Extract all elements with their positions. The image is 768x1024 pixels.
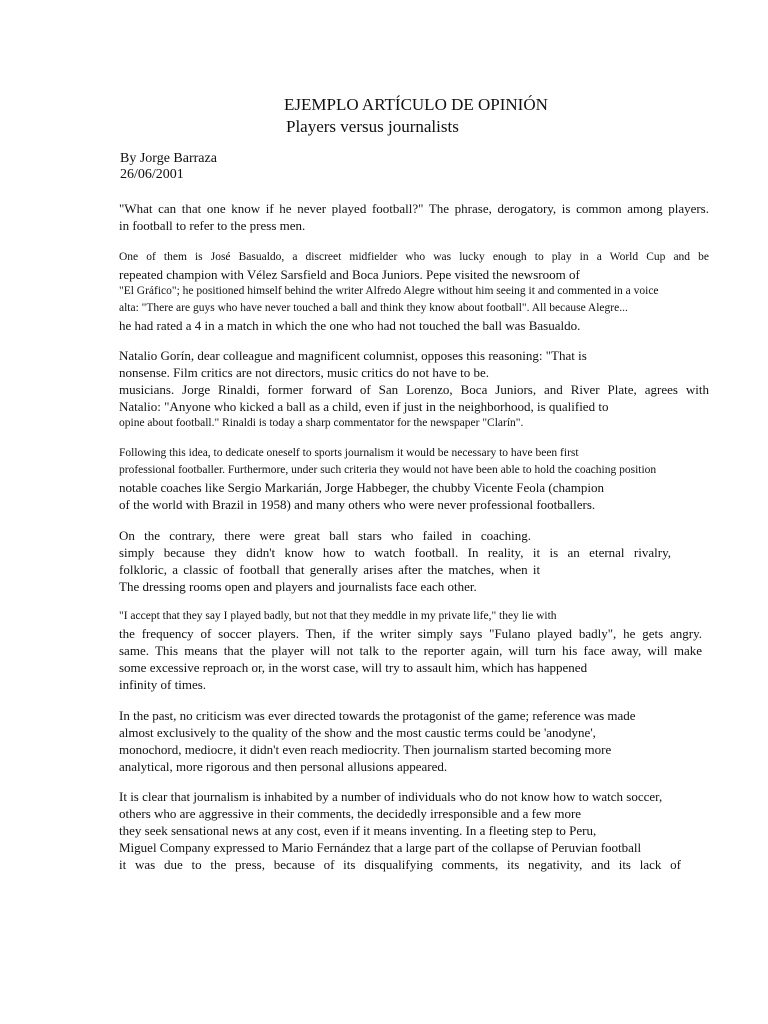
- text-line: they seek sensational news at any cost, even if it means inventing. In a fleeting step to Peru,: [119, 823, 597, 838]
- paragraph-3: [119, 347, 709, 432]
- date-line: 26/06/2001: [120, 167, 184, 182]
- text-line: "I accept that they say I played badly, but not that they meddle in my private life," they lie with: [119, 610, 557, 622]
- text-line: "What can that one know if he never played football?" The phrase, derogatory, is common among players.: [119, 201, 709, 216]
- text-line: On the contrary, there were great ball stars who failed in coaching.: [119, 528, 532, 543]
- text-line: in football to refer to the press men.: [119, 218, 306, 233]
- text-line: In the past, no criticism was ever directed towards the protagonist of the game; reference was made: [119, 708, 636, 723]
- paragraph-4: [119, 445, 709, 513]
- byline: [120, 151, 217, 183]
- text-line: One of them is José Basualdo, a discreet midfielder who was lucky enough to play in a World Cup and be: [119, 251, 709, 263]
- text-line: infinity of times.: [119, 677, 207, 692]
- text-line: others who are aggressive in their comments, the decidedly irresponsible and a few more: [119, 806, 582, 821]
- text-line: alta: "There are guys who have never touched a ball and think they know about football". All because Alegre...: [119, 302, 628, 314]
- text-line: nonsense. Film critics are not directors, music critics do not have to be.: [119, 365, 490, 380]
- paragraph-7: [119, 707, 709, 775]
- paragraph-1: [119, 200, 709, 234]
- text-line: it was due to the press, because of its disqualifying comments, its negativity, and its lack of: [119, 857, 681, 872]
- text-line: Miguel Company expressed to Mario Fernández that a large part of the collapse of Peruvian football: [119, 840, 642, 855]
- text-line: Natalio: "Anyone who kicked a ball as a child, even if just in the neighborhood, is qualified to: [119, 399, 609, 414]
- text-line: some excessive reproach or, in the worst case, will try to assault him, which has happened: [119, 660, 588, 675]
- text-line: the frequency of soccer players. Then, if the writer simply says "Fulano played badly", he gets angry.: [119, 626, 702, 641]
- text-line: repeated champion with Vélez Sarsfield and Boca Juniors. Pepe visited the newsroom of: [119, 267, 580, 282]
- text-line: of the world with Brazil in 1958) and many others who were never professional footballers.: [119, 497, 596, 512]
- text-line: Following this idea, to dedicate oneself to sports journalism it would be necessary to have been first: [119, 447, 579, 459]
- article-title: EJEMPLO ARTÍCULO DE OPINIÓN: [284, 95, 548, 114]
- text-line: musicians. Jorge Rinaldi, former forward of San Lorenzo, Boca Juniors, and River Plate, agrees with: [119, 382, 709, 397]
- text-line: professional footballer. Furthermore, under such criteria they would not have been able to hold the coaching position: [119, 464, 657, 476]
- text-line: analytical, more rigorous and then personal allusions appeared.: [119, 759, 448, 774]
- paragraph-2: [119, 249, 709, 334]
- text-line: almost exclusively to the quality of the show and the most caustic terms could be 'anodyne',: [119, 725, 596, 740]
- text-line: opine about football." Rinaldi is today a sharp commentator for the newspaper "Clarín".: [119, 417, 524, 429]
- text-line: The dressing rooms open and players and journalists face each other.: [119, 579, 477, 594]
- author-line: By Jorge Barraza: [120, 151, 217, 166]
- text-line: folkloric, a classic of football that generally arises after the matches, when it: [119, 562, 541, 577]
- paragraph-8: [119, 788, 709, 873]
- text-line: notable coaches like Sergio Markarián, Jorge Habbeger, the chubby Vicente Feola (champion: [119, 480, 604, 495]
- text-line: he had rated a 4 in a match in which the one who had not touched the ball was Basualdo.: [119, 318, 581, 333]
- paragraph-6: [119, 608, 709, 693]
- article-subtitle: Players versus journalists: [286, 117, 459, 136]
- text-line: simply because they didn't know how to watch football. In reality, it is an eternal rivalry,: [119, 545, 671, 560]
- text-line: Natalio Gorín, dear colleague and magnificent columnist, opposes this reasoning: "That is: [119, 348, 587, 363]
- text-line: monochord, mediocre, it didn't even reach mediocrity. Then journalism started becoming more: [119, 742, 612, 757]
- text-line: same. This means that the player will not talk to the reporter again, will turn his face away, will make: [119, 643, 702, 658]
- text-line: It is clear that journalism is inhabited by a number of individuals who do not know how to watch soccer,: [119, 789, 663, 804]
- paragraph-5: [119, 527, 709, 595]
- text-line: "El Gráfico"; he positioned himself behind the writer Alfredo Alegre without him seeing it and commented in a voice: [119, 285, 659, 297]
